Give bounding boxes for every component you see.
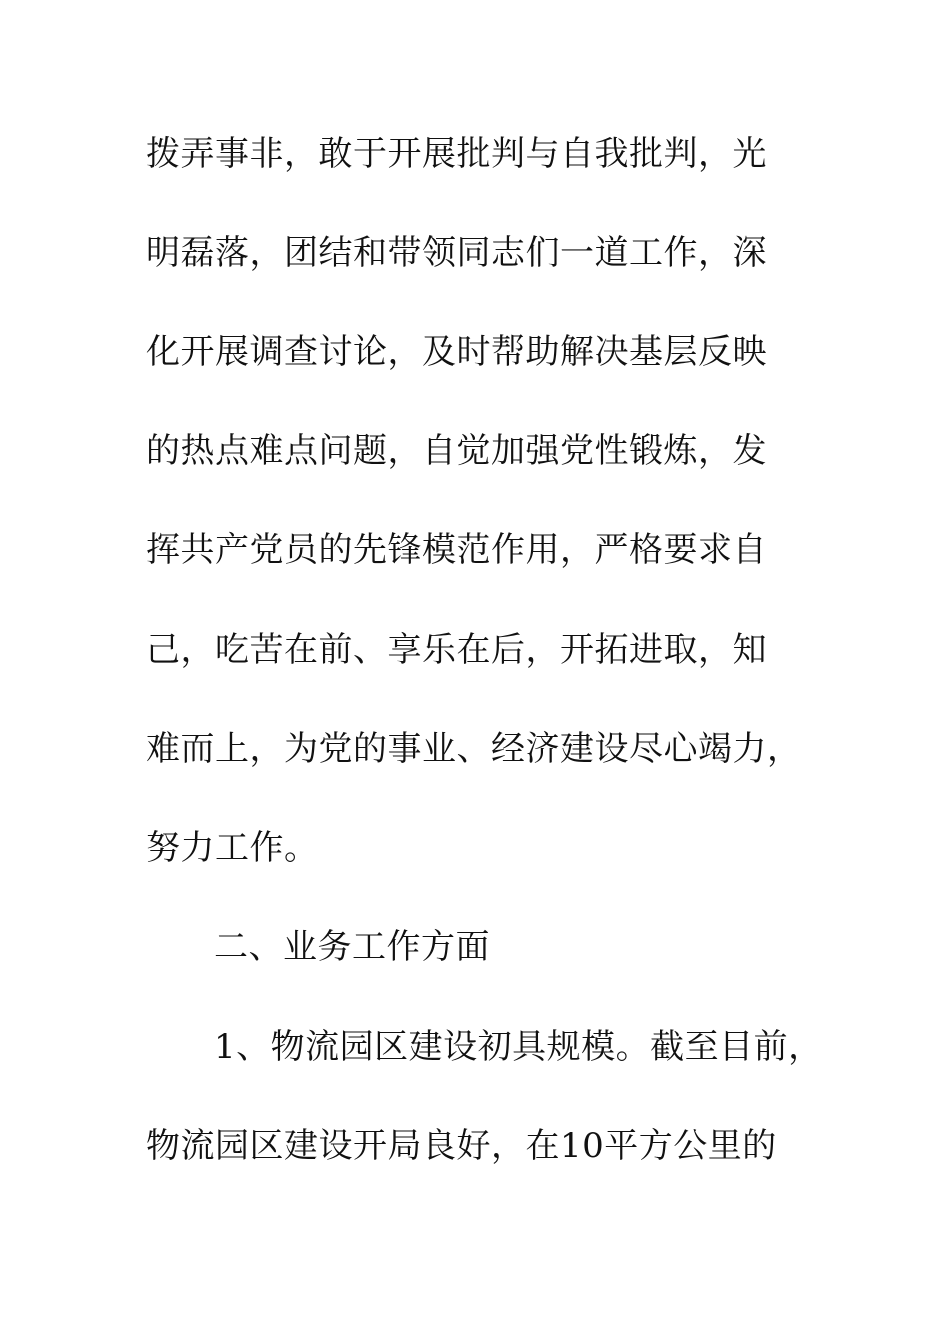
body-text-line: 物流园区建设开局良好，在10平方公里的 bbox=[146, 1126, 777, 1166]
section-heading: 二、业务工作方面 bbox=[214, 927, 490, 967]
body-text-line: 努力工作。 bbox=[146, 828, 319, 868]
numbered-item-line: 1、物流园区建设初具规模。截至目前， bbox=[214, 1027, 823, 1067]
body-text-line: 拨弄事非，敢于开展批判与自我批判，光 bbox=[146, 134, 767, 174]
body-text-line: 难而上，为党的事业、经济建设尽心竭力， bbox=[146, 729, 802, 769]
body-text-line: 化开展调查讨论，及时帮助解决基层反映 bbox=[146, 332, 767, 372]
body-text-line: 挥共产党员的先锋模范作用，严格要求自 bbox=[146, 530, 767, 570]
body-text-line: 明磊落，团结和带领同志们一道工作，深 bbox=[146, 233, 767, 273]
body-text-line: 己，吃苦在前、享乐在后，开拓进取，知 bbox=[146, 630, 767, 670]
body-text-line: 的热点难点问题，自觉加强党性锻炼，发 bbox=[146, 431, 767, 471]
